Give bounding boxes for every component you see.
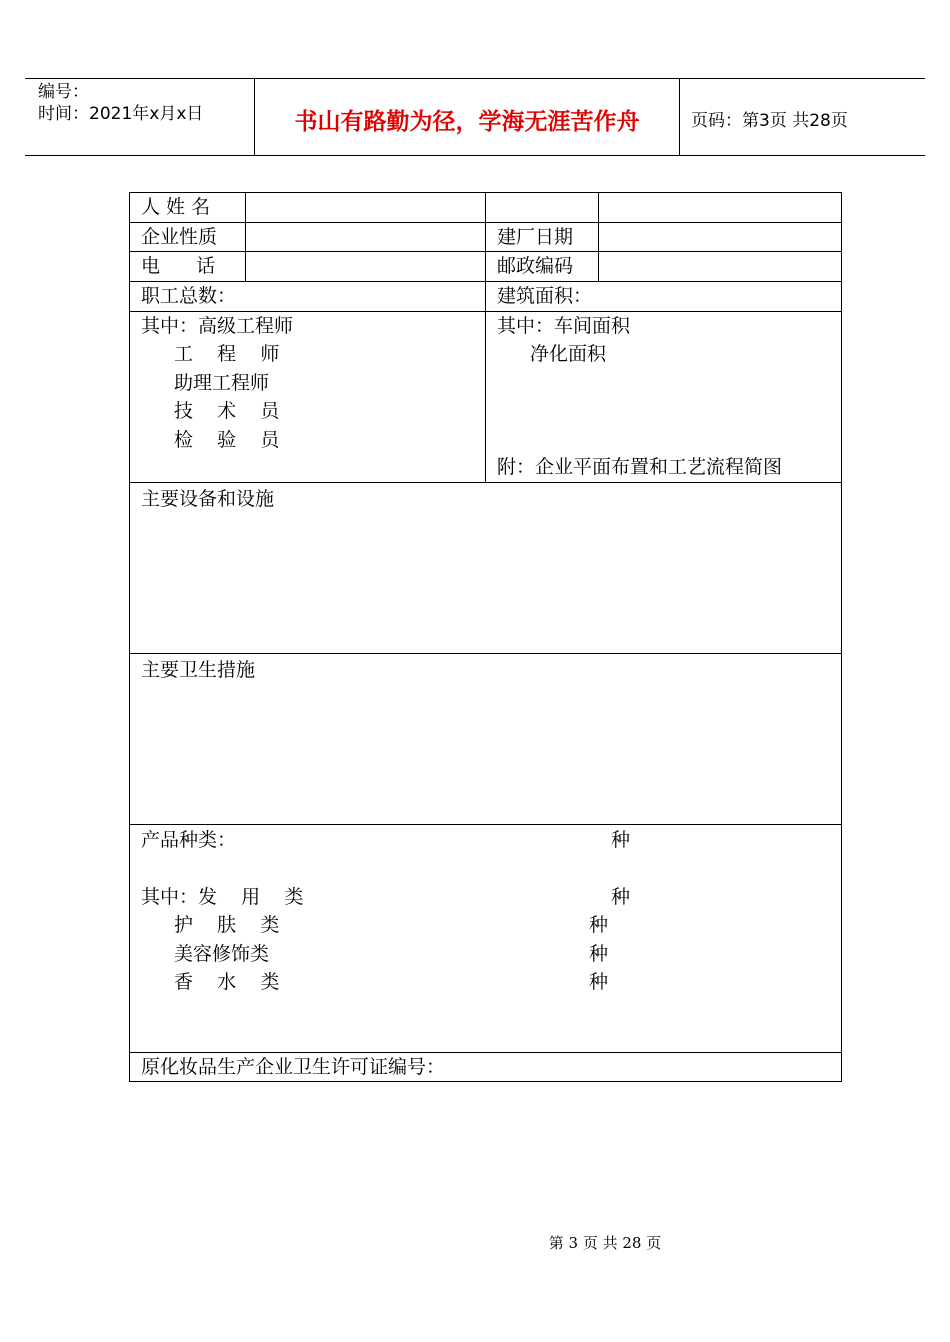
row-staff-detail — [130, 311, 842, 482]
row-name — [130, 193, 842, 223]
row-hygiene — [130, 653, 842, 824]
founded-value[interactable] — [599, 222, 842, 252]
founded-label: 建厂日期 — [486, 222, 599, 252]
license-label: 原化妆品生产企业卫生许可证编号： — [141, 1055, 446, 1078]
row-license — [130, 1052, 842, 1082]
clean-area-label: 净化面积 — [530, 343, 607, 365]
header-divider-2 — [679, 78, 680, 155]
inspector-label: 检 验 员 — [174, 428, 280, 451]
name-extra-value[interactable] — [599, 193, 842, 223]
postcode-label: 邮政编码 — [486, 252, 599, 282]
makeup-product-label: 美容修饰类 — [174, 942, 270, 965]
hygiene-cell[interactable] — [130, 653, 842, 824]
technician-label: 技 术 员 — [174, 400, 280, 422]
perfume-product-label: 香 水 类 — [174, 971, 280, 993]
building-area-cell[interactable]: 建筑面积： — [486, 281, 842, 311]
name-extra-label — [486, 193, 599, 223]
perfume-product-line — [141, 968, 841, 997]
enterprise-info-table — [129, 192, 842, 1082]
hair-product-unit: 种 — [611, 885, 631, 908]
skin-product-line — [141, 911, 841, 940]
product-total-unit: 种 — [611, 828, 631, 851]
makeup-product-unit: 种 — [589, 942, 609, 965]
equipment-cell[interactable] — [130, 482, 842, 653]
skin-product-unit: 种 — [589, 914, 609, 936]
hair-product-label: 其中：发 用 类 — [141, 885, 304, 908]
senior-engineer-label: 其中：高级工程师 — [141, 314, 294, 337]
header-meta — [38, 81, 203, 125]
assistant-engineer-label: 助理工程师 — [174, 371, 270, 394]
postcode-value[interactable] — [599, 252, 842, 282]
header-bottom-rule — [25, 155, 925, 156]
document-time: 时间：2021年x月x日 — [38, 104, 204, 124]
header-page-number: 页码：第3页 共28页 — [691, 111, 848, 131]
row-equipment — [130, 482, 842, 653]
header-top-rule — [25, 78, 925, 79]
workshop-area-label: 其中：车间面积 — [497, 314, 631, 337]
hair-product-line — [141, 883, 841, 912]
nature-label: 企业性质 — [130, 222, 246, 252]
equipment-label: 主要设备和设施 — [141, 487, 275, 510]
footer-page-number: 第 3 页 共 28 页 — [548, 1234, 662, 1252]
row-staff-total — [130, 281, 842, 311]
header-motto: 书山有路勤为径，学海无涯苦作舟 — [294, 109, 640, 135]
perfume-product-unit: 种 — [589, 971, 609, 993]
skin-product-label: 护 肤 类 — [174, 914, 280, 936]
area-breakdown-cell[interactable] — [486, 311, 842, 482]
phone-value[interactable] — [246, 252, 486, 282]
name-value[interactable] — [246, 193, 486, 223]
staff-total-cell[interactable]: 职工总数： — [130, 281, 486, 311]
product-total-label: 产品种类： — [141, 828, 237, 851]
license-cell[interactable] — [130, 1052, 842, 1082]
nature-value[interactable] — [246, 222, 486, 252]
products-cell[interactable] — [130, 824, 842, 1052]
phone-label: 电 话 — [130, 252, 246, 282]
row-nature — [130, 222, 842, 252]
product-total-line — [141, 826, 841, 855]
name-label: 人 姓 名 — [130, 193, 246, 223]
makeup-product-line — [141, 940, 841, 969]
row-phone — [130, 252, 842, 282]
engineer-label: 工 程 师 — [174, 343, 280, 365]
hygiene-label: 主要卫生措施 — [141, 658, 256, 681]
row-products — [130, 824, 842, 1052]
document-number-label: 编号： — [38, 82, 89, 102]
attachment-note: 附：企业平面布置和工艺流程简图 — [497, 456, 783, 478]
staff-breakdown-cell[interactable] — [130, 311, 486, 482]
